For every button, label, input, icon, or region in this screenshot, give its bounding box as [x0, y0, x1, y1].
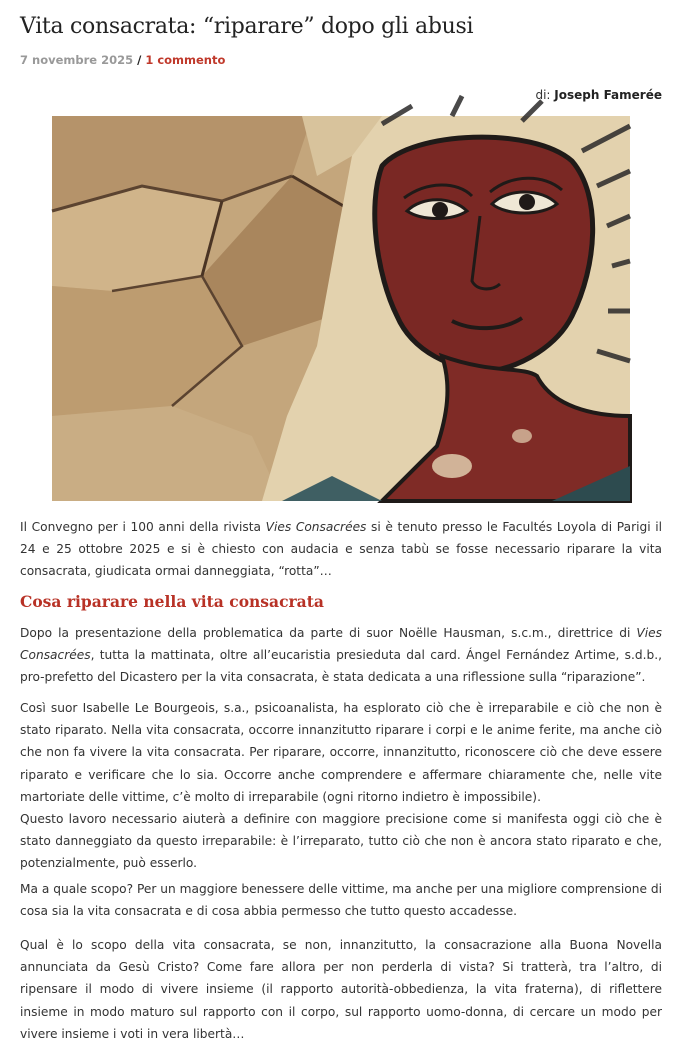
- byline: [535, 88, 662, 102]
- fresco-image: [52, 116, 630, 501]
- post-meta: [20, 53, 225, 67]
- post-date: 7 novembre 2025: [20, 53, 134, 67]
- p2-journal-title: Vies Consacrées: [20, 626, 662, 663]
- paragraph-2: [20, 622, 662, 689]
- intro-journal-title: Vies Consacrées: [265, 520, 367, 534]
- paragraph-4: Questo lavoro necessario aiuterà a definire con maggiore precisione come si manifesta oggi ciò che è stato danneggiato da questo irreparabile: è l’irreparato, tutto ciò che non è ancora stato riparato e che, potenzialmente, può esserlo.: [20, 812, 662, 871]
- intro-text-a: Il Convegno per i 100 anni della rivista: [20, 520, 266, 534]
- author-name: Joseph Famerée: [554, 88, 662, 102]
- paragraph-6: Qual è lo scopo della vita consacrata, se non, innanzitutto, la consacrazione alla Buona Novella annunciata da Gesù Cristo? Come fare allora per non perderla di vista? Si tratterà, tra l’altro, di ripensare il modo di vivere insieme (il rapporto autorità-obbedienza, la vita fraterna), di riflettere insieme in modo maturo sul rapporto con il corpo, sul rapporto uomo-donna, di cercare un modo per vivere insieme i voti in vera libertà…: [20, 938, 662, 1041]
- intro-text-b: si è tenuto presso le Facultés Loyola di Parigi il 24 e 25 ottobre 2025 e si è chiesto con audacia e senza tabù se fosse necessario riparare la vita consacrata, giudicata ormai danneggiata, “rotta”…: [20, 520, 662, 579]
- p2-text-a: Dopo la presentazione della problematica da parte di suor Noëlle Hausman, s.c.m., direttrice di: [20, 626, 637, 640]
- meta-separator: /: [133, 53, 146, 67]
- byline-prefix: di:: [535, 88, 555, 102]
- section-heading: Cosa riparare nella vita consacrata: [20, 592, 324, 611]
- comments-link[interactable]: 1 commento: [145, 53, 226, 67]
- paragraph-5: Ma a quale scopo? Per un maggiore benessere delle vittime, ma anche per una migliore comprensione di cosa sia la vita consacrata e di cosa abbia permesso che tutto questo accadesse.: [20, 882, 662, 919]
- intro-paragraph: [20, 516, 662, 583]
- page-title: Vita consacrata: “riparare” dopo gli abusi: [20, 14, 474, 39]
- paragraph-3: Così suor Isabelle Le Bourgeois, s.a., psicoanalista, ha esplorato ciò che è irreparabile e ciò che non è stato riparato. Nella vita consacrata, occorre innanzitutto riparare i corpi e le anime ferite, ma anche ciò che non fa vivere la vita consacrata. Per riparare, occorre, innanzitutto, riconoscere ciò che deve essere riparato e verificare che lo sia. Occorre anche comprendere e affermare chiaramente che, nelle vite martoriate delle vittime, c’è molto di irreparabile (ogni ritorno indietro è impossibile).: [20, 701, 662, 804]
- p2-text-b: , tutta la mattinata, oltre all’eucaristia presieduta dal card. Ángel Fernández Artime, s.d.b., pro-prefetto del Dicastero per la vita consacrata, è stata dedicata a una riflessione sulla “riparazione”.: [20, 648, 662, 685]
